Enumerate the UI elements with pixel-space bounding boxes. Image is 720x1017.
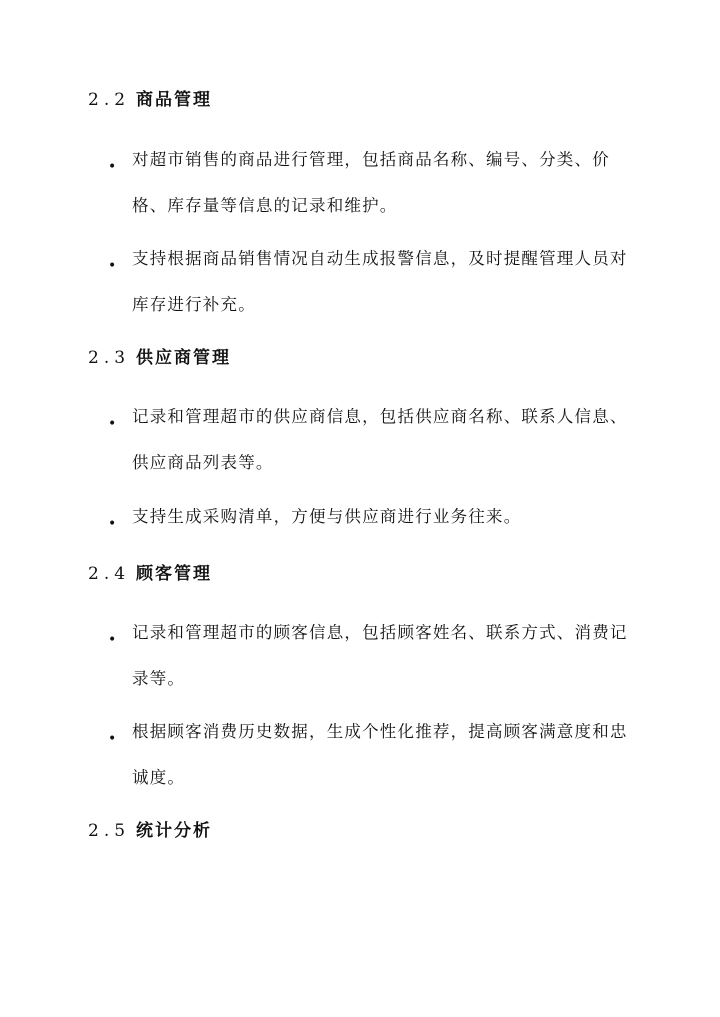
section-number: 2.4 bbox=[88, 564, 131, 584]
list-item bbox=[108, 507, 628, 540]
list-item-text: 支持生成采购清单，方便与供应商进行业务往来。 bbox=[132, 507, 522, 526]
bullet-icon: • bbox=[108, 731, 117, 747]
section-number: 2.3 bbox=[88, 348, 131, 368]
list-item bbox=[108, 150, 628, 229]
section-title: 供应商管理 bbox=[136, 348, 232, 368]
bullet-icon: • bbox=[108, 258, 117, 274]
list-item bbox=[108, 623, 628, 702]
section-title: 商品管理 bbox=[136, 90, 213, 110]
bullet-icon: • bbox=[108, 516, 117, 532]
section-heading-2-2 bbox=[88, 90, 212, 110]
section-heading-2-5 bbox=[88, 821, 212, 841]
section-number: 2.5 bbox=[88, 821, 131, 841]
bullet-icon: • bbox=[108, 632, 117, 648]
list-item-text: 记录和管理超市的供应商信息，包括供应商名称、联系人信息、供应商品列表等。 bbox=[132, 407, 628, 472]
list-item bbox=[108, 249, 628, 328]
section-number: 2.2 bbox=[88, 90, 131, 110]
list-item-text: 根据顾客消费历史数据，生成个性化推荐，提高顾客满意度和忠诚度。 bbox=[132, 722, 628, 787]
bullet-icon: • bbox=[108, 416, 117, 432]
section-title: 顾客管理 bbox=[136, 564, 213, 584]
bullet-icon: • bbox=[108, 159, 117, 175]
list-item-text: 支持根据商品销售情况自动生成报警信息，及时提醒管理人员对库存进行补充。 bbox=[132, 249, 628, 314]
section-title: 统计分析 bbox=[136, 821, 213, 841]
section-heading-2-3 bbox=[88, 348, 231, 368]
list-item bbox=[108, 407, 628, 486]
list-item bbox=[108, 722, 628, 801]
section-heading-2-4 bbox=[88, 564, 212, 584]
list-item-text: 记录和管理超市的顾客信息，包括顾客姓名、联系方式、消费记录等。 bbox=[132, 623, 628, 688]
list-item-text: 对超市销售的商品进行管理，包括商品名称、编号、分类、价格、库存量等信息的记录和维护。 bbox=[132, 150, 610, 215]
